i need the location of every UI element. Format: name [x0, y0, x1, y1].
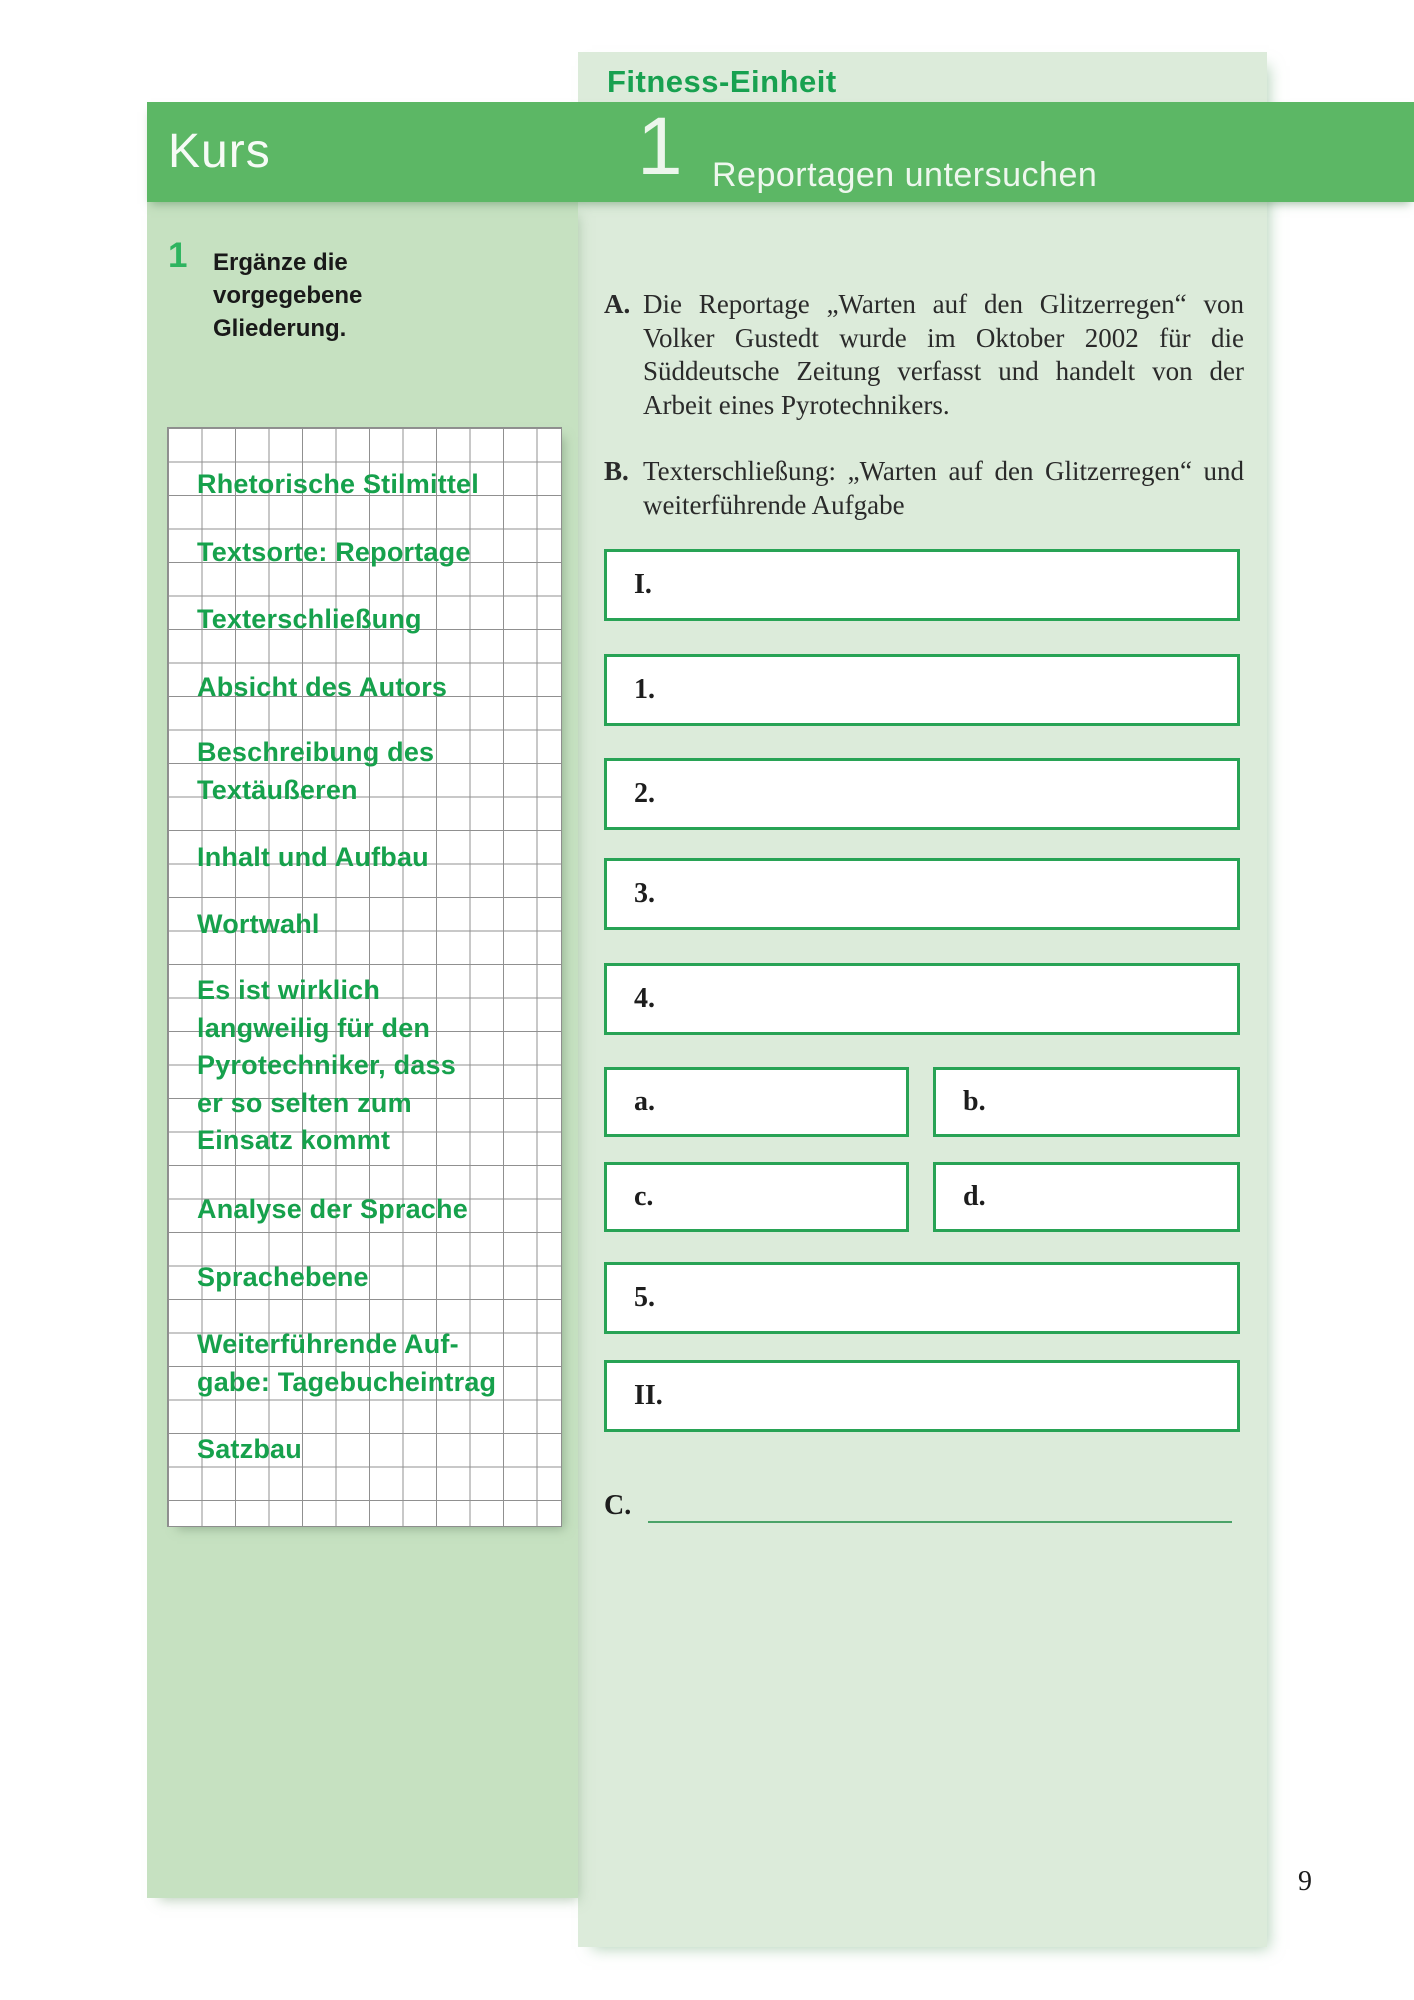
- notepad-line: Inhalt und Aufbau: [197, 842, 429, 872]
- paragraph-b-label: B.: [604, 456, 629, 486]
- notepad-entry: [197, 534, 1414, 572]
- paragraph-b-text: Texterschließung: „Warten auf den Glitzerregen“ und weiterführende Aufgabe: [643, 456, 1244, 520]
- notepad-line: Textäußeren: [197, 774, 358, 805]
- notepad-line: Textsorte: Reportage: [197, 537, 471, 567]
- outline-box-label: II.: [634, 1380, 663, 1411]
- outline-box-label: 3.: [634, 878, 655, 909]
- notepad-entry: [197, 906, 1414, 944]
- outline-box-label: b.: [963, 1086, 986, 1117]
- outline-box-label: a.: [634, 1086, 655, 1117]
- notepad-line: gabe: Tagebucheintrag: [197, 1366, 497, 1397]
- notepad-line: er so selten zum: [197, 1087, 412, 1118]
- notepad-entry: [197, 734, 1414, 809]
- notepad-line: Analyse der Sprache: [197, 1194, 468, 1224]
- notepad-line: Absicht des Autors: [197, 672, 448, 702]
- notepad-entry: [197, 466, 1414, 504]
- notepad-line: Wortwahl: [197, 909, 320, 939]
- notepad-entry: [197, 972, 1414, 1160]
- notepad-line: Beschreibung des: [197, 737, 435, 767]
- notepad-line: Texterschließung: [197, 604, 422, 634]
- unit-title: Reportagen untersuchen: [712, 156, 1098, 194]
- notepad-entry: [197, 601, 1414, 639]
- notepad-entry: [197, 1259, 1414, 1297]
- notepad-line: Es ist wirklich: [197, 975, 381, 1005]
- notepad-line: Sprachebene: [197, 1262, 369, 1292]
- notepad-line: Rhetorische Stilmittel: [197, 469, 479, 499]
- paragraph-a: [604, 288, 1244, 422]
- c-item: [604, 1490, 1244, 1522]
- c-answer-line[interactable]: [648, 1521, 1232, 1523]
- exercise-number: 1: [168, 236, 188, 275]
- notepad-line: langweilig für den: [197, 1012, 431, 1043]
- notepad-entry: [197, 669, 1414, 707]
- c-item-label: C.: [604, 1490, 632, 1521]
- course-label: Kurs: [168, 125, 271, 178]
- notepad-line: Pyrotechniker, dass: [197, 1050, 456, 1080]
- notepad-line: Einsatz kommt: [197, 1125, 391, 1155]
- notepad-entry: [197, 839, 1414, 877]
- notepad-line: Weiterführende Auf-: [197, 1329, 459, 1359]
- outline-box-label: 4.: [634, 983, 655, 1014]
- outline-box-label: d.: [963, 1181, 986, 1212]
- unit-number: 1: [637, 101, 683, 192]
- notepad-entry: [197, 1191, 1414, 1229]
- exercise-instruction: Ergänze die vorgegebene Gliederung.: [213, 249, 363, 342]
- outline-box-label: c.: [634, 1181, 654, 1212]
- notepad-entry: [197, 1431, 1414, 1469]
- series-label: Fitness-Einheit: [607, 64, 837, 99]
- outline-box-label: 1.: [634, 674, 655, 705]
- paragraph-a-text: Die Reportage „Warten auf den Glitzerregen“ von Volker Gustedt wurde im Oktober 2002 für die Süddeutsche Zeitung verfasst und handelt von der Arbeit eines Pyrotechnikers.: [643, 289, 1244, 420]
- paragraph-a-label: A.: [604, 289, 631, 319]
- outline-box-label: 5.: [634, 1282, 655, 1313]
- page-number: 9: [1298, 1866, 1312, 1897]
- notepad-line: Satzbau: [197, 1434, 302, 1464]
- outline-box-label: 2.: [634, 778, 655, 809]
- notepad-entry: [197, 1326, 1414, 1401]
- outline-box-label: I.: [634, 569, 652, 600]
